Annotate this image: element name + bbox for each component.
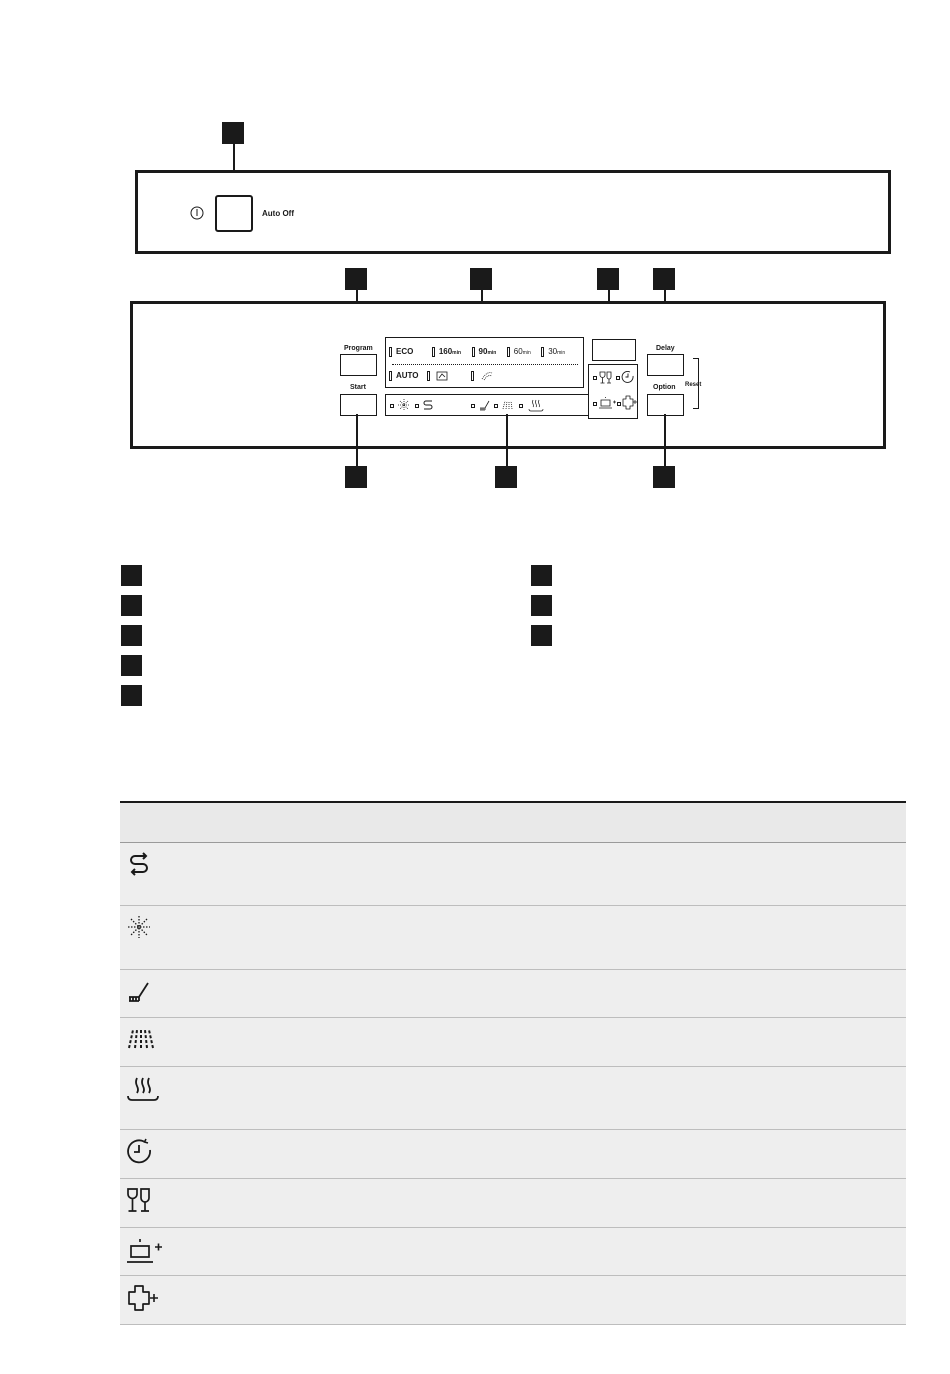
table-row — [120, 1129, 906, 1178]
callout-8 — [653, 466, 675, 488]
callout-3 — [470, 268, 492, 290]
eco-label: ECO — [396, 347, 414, 357]
auto-label: AUTO — [396, 371, 419, 381]
display-divider — [392, 364, 578, 365]
auto-off-label: Auto Off — [262, 209, 294, 218]
options-indicators — [588, 364, 638, 419]
glass-indicator-icon — [599, 371, 613, 384]
table-header-row — [120, 802, 906, 842]
digital-display — [592, 339, 636, 361]
brush-icon — [126, 978, 152, 1004]
drying-icon — [126, 1075, 160, 1103]
callout-7 — [495, 466, 517, 488]
legend-item-5 — [121, 685, 142, 706]
delay-button[interactable] — [647, 354, 684, 376]
table-row — [120, 1066, 906, 1129]
legend-item-1 — [121, 565, 142, 586]
legend-item-4 — [121, 655, 142, 676]
drying-indicator-icon — [528, 398, 544, 412]
callout-5 — [653, 268, 675, 290]
extra-option-icon — [126, 1284, 160, 1312]
rinse-hold-icon — [480, 371, 494, 381]
pot-plus-indicator-icon — [598, 395, 616, 411]
extra-hygiene-icon — [126, 1236, 164, 1266]
callout-2 — [345, 268, 367, 290]
legend-item-6 — [531, 565, 552, 586]
brush-indicator-icon — [478, 399, 490, 411]
p160-label: 160 — [438, 347, 453, 357]
legend-item-7 — [531, 595, 552, 616]
time-indicator-icon — [621, 370, 635, 384]
control-panel — [130, 301, 886, 449]
option-button[interactable] — [647, 394, 684, 416]
extra-plus-indicator-icon — [621, 395, 637, 411]
legend-item-2 — [121, 595, 142, 616]
programme-row-2 — [389, 371, 581, 383]
start-button[interactable] — [340, 394, 377, 416]
programme-display — [385, 337, 584, 388]
callout-1 — [222, 122, 244, 144]
program-button[interactable] — [340, 354, 377, 376]
programme-row-1 — [389, 347, 581, 359]
legend-item-3 — [121, 625, 142, 646]
rinse-aid-icon — [126, 851, 152, 877]
p160-unit: min — [452, 350, 462, 357]
power-symbol-icon — [190, 206, 204, 220]
p30-label: 30 — [548, 347, 558, 357]
spray-arms-icon — [126, 1026, 156, 1052]
p90-unit: min — [487, 350, 497, 357]
salt-indicator-icon — [398, 399, 410, 411]
table-row — [120, 842, 906, 905]
callout-8-line — [664, 414, 666, 466]
p30-unit: min — [557, 350, 566, 357]
table-row — [120, 905, 906, 969]
p90-label: 90 — [478, 347, 488, 357]
callout-6-line — [356, 414, 358, 466]
spray-indicator-icon — [501, 399, 515, 411]
table-row — [120, 1178, 906, 1227]
p60-label: 60 — [513, 347, 523, 357]
p60-unit: min — [522, 350, 531, 357]
programme-icon — [436, 371, 448, 381]
option-label: Option — [653, 384, 676, 391]
table-row — [120, 1017, 906, 1066]
on-off-button[interactable] — [215, 195, 253, 232]
table-row — [120, 1227, 906, 1275]
indicators-table — [120, 801, 906, 1325]
delay-label: Delay — [656, 345, 675, 352]
glasscare-icon — [126, 1187, 154, 1215]
salt-icon — [126, 914, 152, 940]
callout-6 — [345, 466, 367, 488]
program-label: Program — [344, 345, 373, 352]
table-row — [120, 1275, 906, 1324]
rinse-aid-indicator-icon — [422, 399, 434, 411]
table-row — [120, 969, 906, 1017]
legend-item-8 — [531, 625, 552, 646]
start-label: Start — [350, 384, 366, 391]
callout-7-line — [506, 414, 508, 466]
top-panel — [135, 170, 891, 254]
callout-4 — [597, 268, 619, 290]
reset-label: Reset — [685, 382, 702, 388]
time-manager-icon — [126, 1138, 154, 1166]
